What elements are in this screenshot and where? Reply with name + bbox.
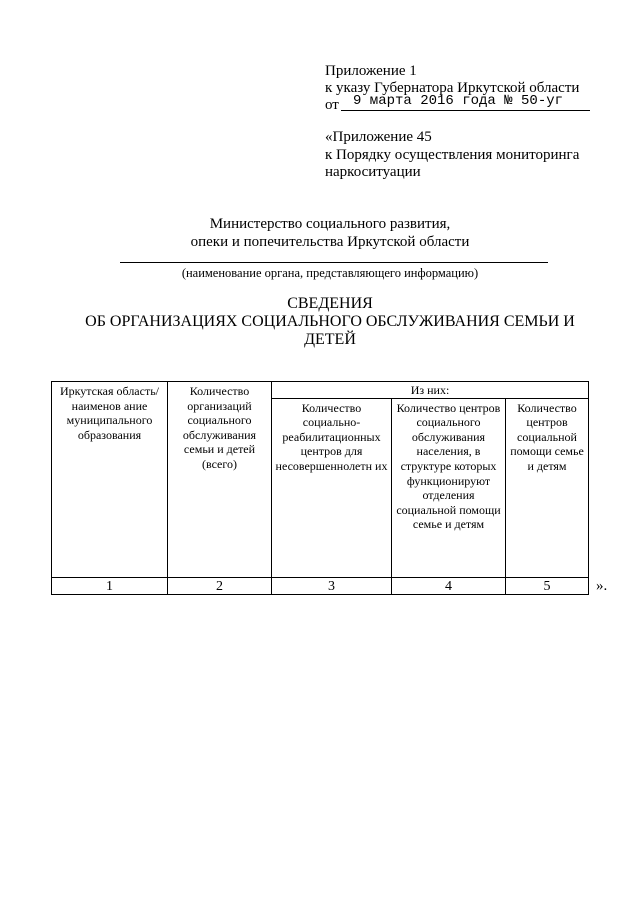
document-title: СВЕДЕНИЯ	[287, 295, 373, 312]
header-rehab-centers: Количество социально-реабилитационных центров для несовершеннолетн их	[272, 398, 392, 577]
column-number: 4	[392, 578, 506, 595]
header-region: Иркутская область/наименов ание муниципального образования	[52, 382, 168, 578]
column-number: 2	[168, 578, 272, 595]
column-number: 1	[52, 578, 168, 595]
organization-name-line2: опеки и попечительства Иркутской области	[190, 234, 470, 250]
appendix-decree: к указу Губернатора Иркутской области	[325, 80, 580, 96]
appendix-title: Приложение 1	[325, 63, 417, 79]
organization-name-line1: Министерство социального развития,	[209, 216, 451, 232]
sub-appendix-order: к Порядку осуществления мониторинга	[325, 147, 580, 163]
sub-appendix-title: «Приложение 45	[325, 129, 432, 145]
date-underline	[341, 110, 590, 111]
document-subtitle-line2: ДЕТЕЙ	[304, 331, 356, 348]
appendix-date-value: 9 марта 2016 года № 50-уг	[353, 93, 564, 109]
column-number: 5	[506, 578, 589, 595]
header-family-help-centers: Количество центров социальной помощи семье и детям	[506, 398, 589, 577]
closing-quote: ».	[596, 578, 608, 594]
header-social-service-centers: Количество центров социального обслуживания населения, в структуре которых функционируют отделения социальной помощи семье и детям	[392, 398, 506, 577]
statistics-table	[51, 381, 589, 595]
header-group-of-them: Из них:	[272, 382, 589, 399]
organization-caption: (наименование органа, представляющего информацию)	[181, 266, 479, 280]
document-subtitle-line1: ОБ ОРГАНИЗАЦИЯХ СОЦИАЛЬНОГО ОБСЛУЖИВАНИЯ СЕМЬИ И	[85, 313, 575, 330]
organization-underline	[120, 262, 548, 263]
sub-appendix-subject: наркоситуации	[325, 164, 421, 180]
column-number: 3	[272, 578, 392, 595]
header-total-organizations: Количество организаций социального обслуживания семьи и детей (всего)	[168, 382, 272, 578]
appendix-date-prefix: от	[325, 97, 339, 113]
